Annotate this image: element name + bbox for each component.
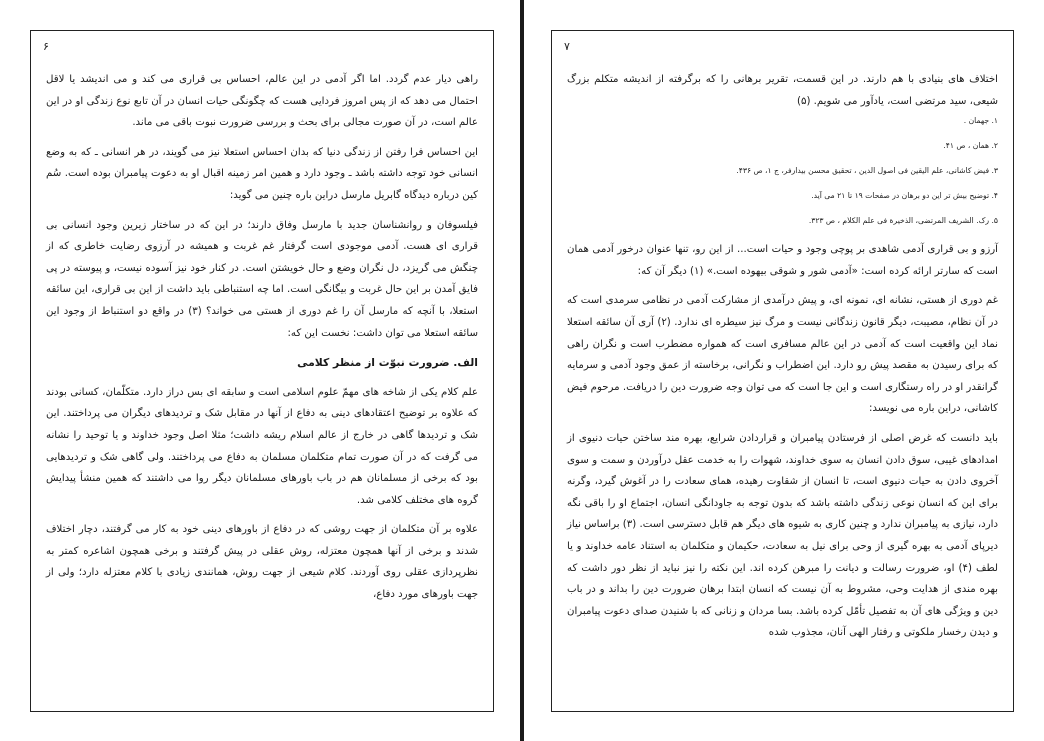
footnote: ۴. توضیح بیش تر این دو برهان در صفحات ۱۹ تا ۲۱ می آید. <box>811 191 998 201</box>
footnote: ۵. رک. الشریف المرتضی، الذخیرة فی علم الکلام ، ص ۳۲۳. <box>808 216 998 226</box>
paragraph: این احساس فرا رفتن از زندگی دنیا که بدان احساس استعلا نیز می گویند، در هر انسانی ـ که به وضع انسانی خود توجه داشته باشد ـ وجود دارد و همین امر زمینه اقبال او به دعوت پیامبران بوده است. سُم کین درباره دیدگاه گابریل مارسل دراین باره چنین می گوید: <box>46 146 478 201</box>
page-content <box>567 69 998 652</box>
footnote: ۲. همان ، ص ۴۱. <box>943 141 998 151</box>
paragraph: غم دوری از هستی، نشانه ای، نمونه ای، و پیش درآمدی از مشارکت آدمی در نظامی سرمدی است که در آن نظام، مصیبت، دیگر قانون زندگانی نیست و مرگ نیز سیطره ای ندارد. (۲) آری آن سائقه استعلا نماد این واقعیت است که آدمی در این عالم مسافری است که همواره مضطرب است و نگران راهی که برای رسیدن به مقصد پیش رو دارد. این اضطراب و نگرانی، برخاسته از عمق وجود آدمی و سرمایه گرانقدر او در راه رستگاری است و این جا است که می توان وجه ضرورت دین را دریافت. مرحوم فیض کاشانی، دراین باره می نویسد: <box>567 295 998 415</box>
page-number: ۶ <box>43 40 49 53</box>
section-heading: الف. ضرورت نبوّت از منظر کلامی <box>297 356 478 370</box>
paragraph: فیلسوفان و روانشناسان جدید با مارسل وفاق دارند؛ در این که در ساختار زیرین وجود انسانی بی قراری ای هست. آدمی موجودی است گرفتار غم غربت و همیشه در آرزوی رضایت خاطری که از چنگش می گریزد، دل نگران وضع و حال خویشتن است. در کنار خود نیز آسوده نیست، و پیوسته در پی فایق آمدن بر این حال غربت و بیگانگی است. اما چه استنباطی باید داشت از این بی قراری، این سائقه استعلا، با آنچه که مارسل آن را غم دوری از هستی می خواند؟ (۳) در واقع دو استنباط از وجود این سائقه استعلا می توان داشت: نخست این که: <box>46 219 478 339</box>
footnote: ۱. جهمان . <box>963 116 998 126</box>
left-page <box>30 30 494 712</box>
footnotes <box>567 114 998 227</box>
page-number: ۷ <box>564 40 570 53</box>
paragraph: علم کلام یکی از شاخه های مهمّ علوم اسلامی است و سابقه ای بس دراز دارد. متکلّمان، کسانی بودند که علاوه بر توضیح اعتقادهای دینی به دفاع از آنها در مقابل شک و تردیدهای دیگران می پرداختند. این شک و تردیدها گاهی در خارج از عالم اسلام ریشه داشت؛ مثلا اصل وجود خداوند و یا توحید را نشانه می گرفت که در آن صورت تمام متکلمان مسلمان به دفاع می پرداختند. ولی گاهی شک و تردیدهایی بود که برخی از مسلمانان هم در باب باورهای مسلمانان دیگر روا می داشتند که همین منشأ پیدایش گروه های مختلف کلامی شد. <box>46 386 478 506</box>
paragraph: آرزو و بی قراری آدمی شاهدی بر پوچی وجود و حیات است... از این رو، تنها عنوان درخور آدمی همان است که سارتر ارائه کرده است: «آدمی شور و شوقی بیهوده است.» (۱) دیگر آن که: <box>567 244 998 277</box>
paragraph: باید دانست که غرض اصلی از فرستادن پیامبران و قراردادن شرایع، بهره مند ساختن حیات دنیوی از امدادهای غیبی، سوق دادن انسان به سوی خداوند، شهوات را به خدمت عقل درآوردن و سمت و سوی آخروی دادن به حیات دنیوی است، تا انسان از شقاوت رهیده، همای سعادت را در آغوش گیرد، وگرنه برای این که انسان نوعی زندگی داشته باشد که بدون توجه به جاودانگی انسان، اجتماع او را باقی نگه دارد، نیازی به پیامبران ندارد و چنین کاری به شیوه های دیگر هم قابل دسترسی است. (۳) براساس نیاز دیرپای آدمی به بهره گیری از وحی برای نیل به سعادت، حکیمان و متکلمان به استناد عامه خداوند و یا لطف (۴) او، ضرورت رسالت و دیانت را مبرهن کرده اند. این نکته را نیز نباید از نظر دور داشت که بهره مندی از هدایت وحی، مشروط به آن نیست که انسان ابتدا برهان ضرورت دین را بداند و در باب دین و ویژگی های آن به تفصیل تأمّل کرده باشد. بسا مردان و زنانی که با شنیدن صدای دعوت پیامبران و دیدن رخسار ملکوتی و رفتار الهی آنان، مجذوب شده <box>567 432 998 639</box>
page-content <box>46 69 478 614</box>
paragraph: راهی دیار عدم گردد. اما اگر آدمی در این عالم، احساس بی قراری می کند و می اندیشد یا لاقل احتمال می دهد که از پس امروز فردایی هست که چگونگی حیات انسان در آن تابع نوع زندگی او در این عالم است، در آن صورت مجالی برای بحث و بررسی ضرورت نبوت باقی می ماند. <box>46 74 478 129</box>
footnote: ۳. فیض کاشانی، علم الیقین فی اصول الدین ، تحقیق محسن بیدارفر، ج ۱، ص ۴۳۶. <box>736 166 998 176</box>
paragraph: اختلاف های بنیادی با هم دارند. در این قسمت، تقریر برهانی را که برگرفته از اندیشه متکلم بزرگ شیعی، سید مرتضی است، یادآور می شویم. (۵) <box>567 74 998 107</box>
paragraph: علاوه بر آن متکلمان از جهت روشی که در دفاع از باورهای دینی خود به کار می گرفتند، دچار اختلاف شدند و برخی از آنها همچون معتزله، روش عقلی در پیش گرفتند و برخی همچون اشاعره کمتر به نظرپردازی عقلی روی آوردند. کلام شیعی از جهت روش، همانندی زیادی با کلام معتزله دارد؛ ولی از جهت باورهای مورد دفاع، <box>46 524 478 601</box>
right-page <box>551 30 1014 712</box>
page-divider <box>520 0 524 741</box>
